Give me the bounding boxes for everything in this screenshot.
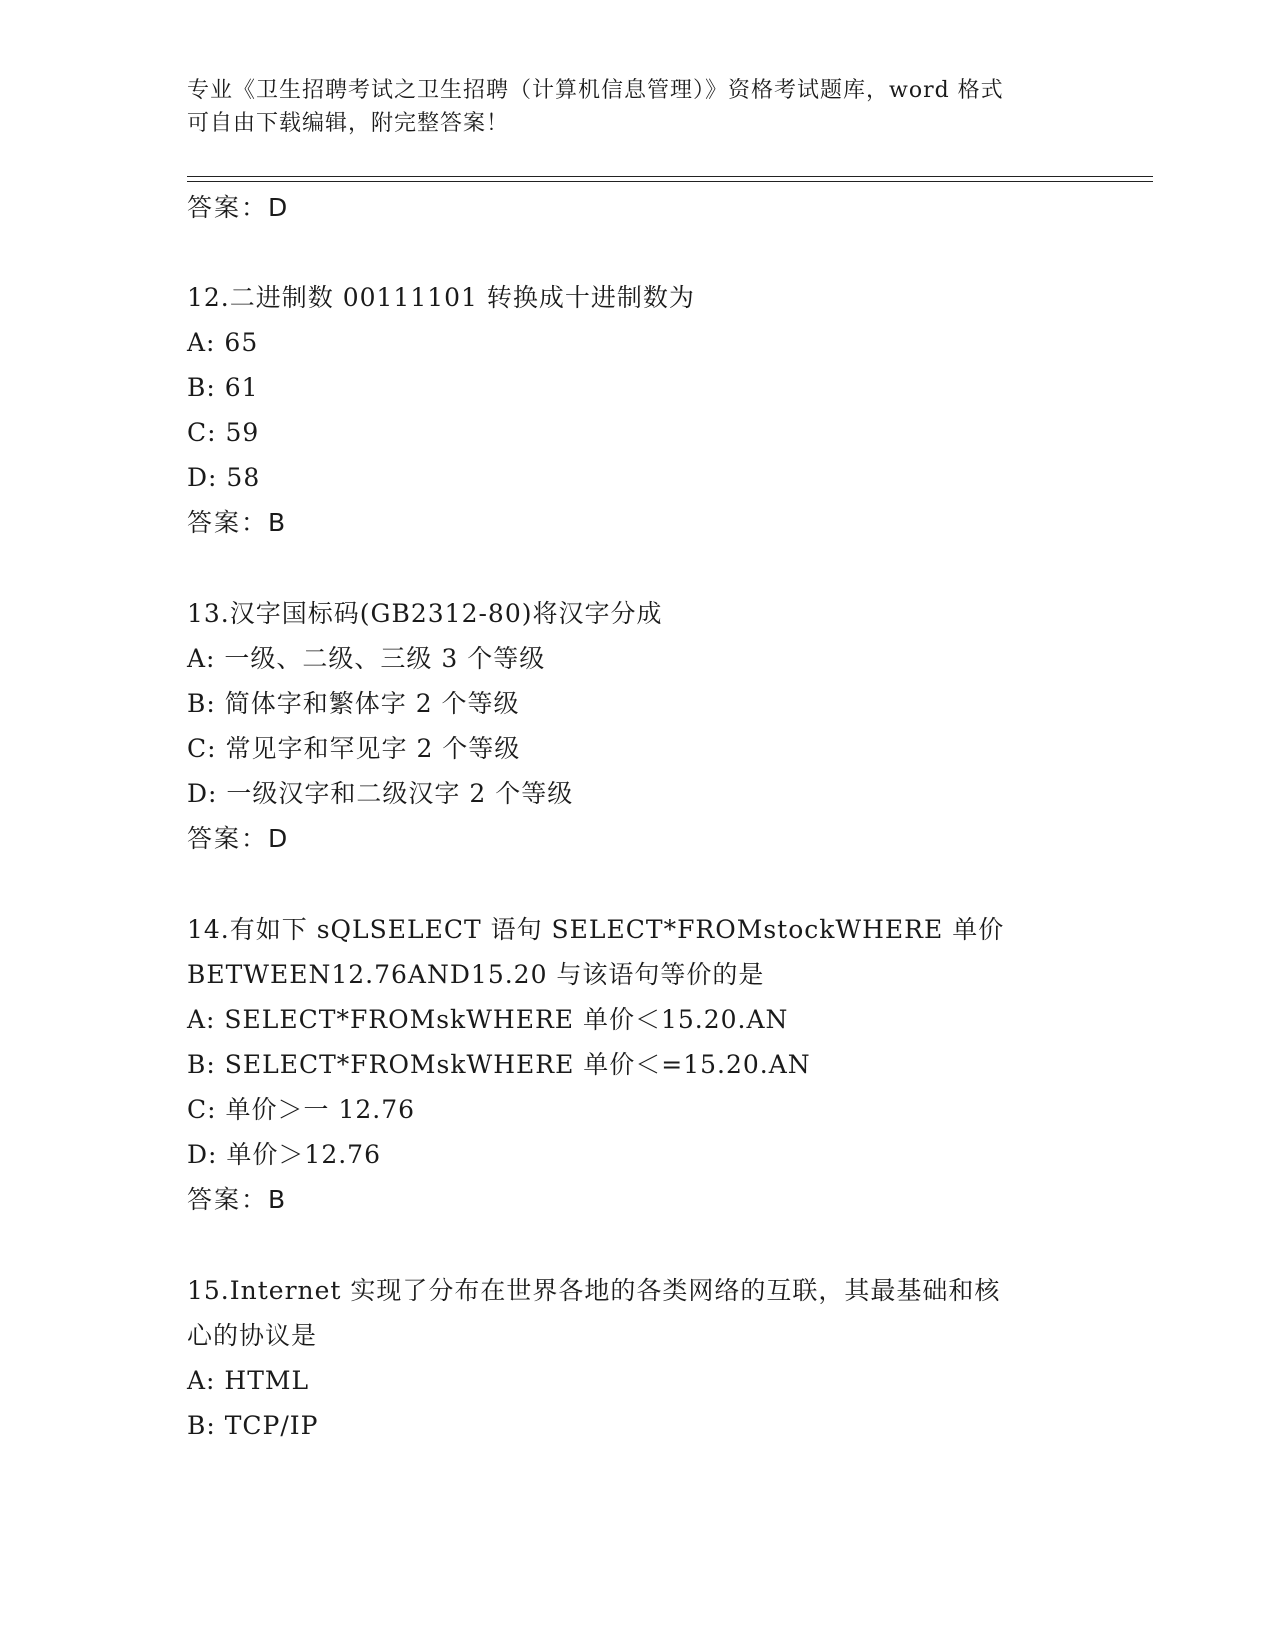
question-12-option-c: C: 59 [187, 418, 260, 447]
question-12-answer: 答案：B [187, 508, 288, 537]
question-14-option-d: D: 单价＞12.76 [187, 1140, 381, 1169]
question-12-option-b: B: 61 [187, 373, 259, 402]
question-12-stem: 12.二进制数 00111101 转换成十进制数为 [187, 283, 695, 312]
question-14-stem-line-1: 14.有如下 sQLSELECT 语句 SELECT*FROMstockWHERE 单价 [187, 915, 1005, 944]
question-13-stem: 13.汉字国标码(GB2312-80)将汉字分成 [187, 599, 663, 628]
question-12-option-a: A: 65 [187, 328, 259, 357]
document-header [187, 74, 1087, 140]
question-14-stem-line-2: BETWEEN12.76AND15.20 与该语句等价的是 [187, 960, 765, 989]
prev-answer: 答案：D [187, 193, 290, 222]
question-15-stem-line-1: 15.Internet 实现了分布在世界各地的各类网络的互联，其最基础和核 [187, 1276, 1001, 1305]
question-13-answer: 答案：D [187, 824, 290, 853]
question-13-option-a: A: 一级、二级、三级 3 个等级 [187, 644, 546, 673]
header-rule-top [187, 176, 1153, 177]
question-13-option-d: D: 一级汉字和二级汉字 2 个等级 [187, 779, 574, 808]
question-14-option-a: A: SELECT*FROMskWHERE 单价＜15.20.AN [187, 1005, 789, 1034]
question-13-option-c: C: 常见字和罕见字 2 个等级 [187, 734, 521, 763]
question-15-option-a: A: HTML [187, 1366, 310, 1395]
question-14-option-b: B: SELECT*FROMskWHERE 单价＜=15.20.AN [187, 1050, 811, 1079]
header-rule-bottom [187, 181, 1153, 182]
question-15-stem-line-2: 心的协议是 [187, 1321, 318, 1350]
question-15-option-b: B: TCP/IP [187, 1411, 319, 1440]
question-13-option-b: B: 简体字和繁体字 2 个等级 [187, 689, 520, 718]
question-14-option-c: C: 单价＞一 12.76 [187, 1095, 416, 1124]
question-14-answer: 答案：B [187, 1185, 288, 1214]
header-line-2: 可自由下载编辑，附完整答案！ [187, 111, 510, 136]
question-12-option-d: D: 58 [187, 463, 261, 492]
header-line-1: 专业《卫生招聘考试之卫生招聘（计算机信息管理）》资格考试题库，word 格式 [187, 78, 1004, 103]
